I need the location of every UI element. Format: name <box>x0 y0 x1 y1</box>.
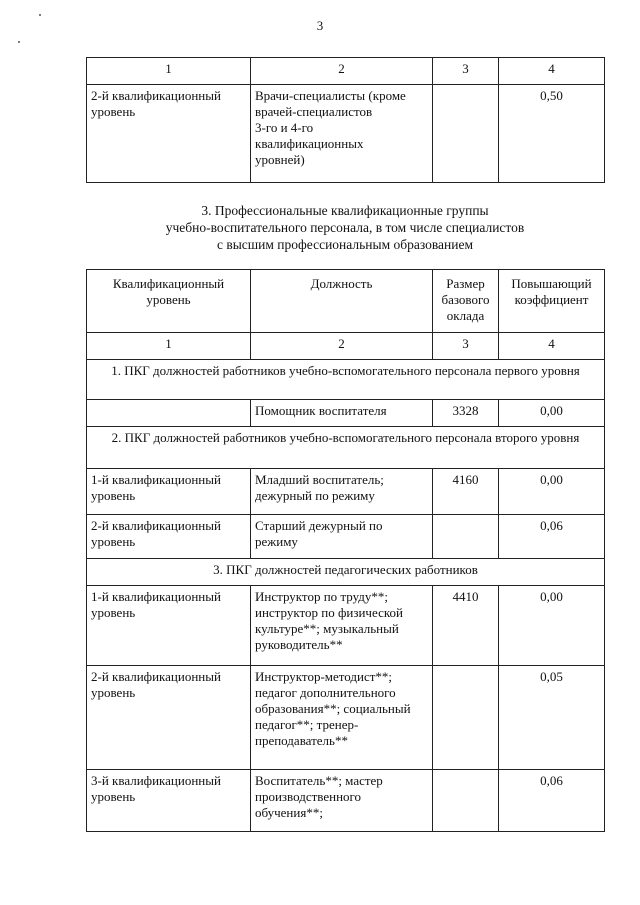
table-row <box>87 515 605 559</box>
base-salary: 3328 <box>433 400 499 427</box>
qualification-level: 1-й квалификационный уровень <box>87 469 251 515</box>
column-number: 4 <box>499 58 605 85</box>
qualification-level: 2-й квалификационный уровень <box>87 85 251 183</box>
coefficient: 0,06 <box>499 770 605 832</box>
table-continuation <box>86 57 605 183</box>
page-number: 3 <box>316 18 324 33</box>
group-title: 2. ПКГ должностей работников учебно-вспомогательного персонала второго уровня <box>87 427 605 469</box>
group-title: 1. ПКГ должностей работников учебно-вспомогательного персонала первого уровня <box>87 360 605 400</box>
position-line: 3-го и 4-го <box>255 120 314 135</box>
column-number-row <box>87 58 605 85</box>
position-cell: Воспитатель**; мастер производственного обучения**; <box>251 770 433 832</box>
header-salary: Размер базового оклада <box>433 270 499 333</box>
header-row <box>87 270 605 333</box>
position-cell: Помощник воспитателя <box>251 400 433 427</box>
position-cell: Старший дежурный по режиму <box>251 515 433 559</box>
qualification-level: 2-й квалификационный уровень <box>87 666 251 770</box>
column-number: 2 <box>251 58 433 85</box>
heading-line: с высшим профессиональным образованием <box>216 237 474 252</box>
coefficient: 0,00 <box>499 400 605 427</box>
header-position: Должность <box>251 270 433 333</box>
table-row <box>87 469 605 515</box>
table-row <box>87 666 605 770</box>
qualification-level <box>87 400 251 427</box>
heading-line: 3. Профессиональные квалификационные группы <box>201 203 489 218</box>
base-salary <box>433 515 499 559</box>
column-number: 2 <box>251 333 433 360</box>
table-row <box>87 85 605 183</box>
column-number-row <box>87 333 605 360</box>
position-line: квалификационных <box>255 136 364 151</box>
group-row <box>87 360 605 400</box>
section-heading <box>86 202 604 253</box>
qualification-level: 3-й квалификационный уровень <box>87 770 251 832</box>
coefficient: 0,05 <box>499 666 605 770</box>
column-number: 3 <box>433 333 499 360</box>
position-cell <box>251 85 433 183</box>
group-row <box>87 427 605 469</box>
group-title: 3. ПКГ должностей педагогических работников <box>87 559 605 586</box>
scan-speck <box>39 14 41 16</box>
qualification-level: 2-й квалификационный уровень <box>87 515 251 559</box>
qualification-table <box>86 269 605 832</box>
coefficient: 0,06 <box>499 515 605 559</box>
position-cell: Инструктор-методист**; педагог дополнительного образования**; социальный педагог**; тренер-преподаватель** <box>251 666 433 770</box>
position-cell: Младший воспитатель; дежурный по режиму <box>251 469 433 515</box>
column-number: 1 <box>87 58 251 85</box>
coefficient: 0,00 <box>499 469 605 515</box>
coefficient: 0,50 <box>499 85 605 183</box>
column-number: 1 <box>87 333 251 360</box>
heading-line: учебно-воспитательного персонала, в том числе специалистов <box>165 220 525 235</box>
base-salary <box>433 770 499 832</box>
scan-speck <box>18 41 20 43</box>
position-line: уровней) <box>255 152 305 167</box>
base-salary: 4410 <box>433 586 499 666</box>
column-number: 4 <box>499 333 605 360</box>
header-coefficient: Повышающий коэффициент <box>499 270 605 333</box>
header-level: Квалификационный уровень <box>87 270 251 333</box>
coefficient: 0,00 <box>499 586 605 666</box>
base-salary <box>433 666 499 770</box>
base-salary: 4160 <box>433 469 499 515</box>
base-salary <box>433 85 499 183</box>
table-row <box>87 586 605 666</box>
table-row <box>87 400 605 427</box>
group-row <box>87 559 605 586</box>
position-line: Врачи-специалисты (кроме <box>255 88 406 103</box>
table-row <box>87 770 605 832</box>
position-cell: Инструктор по труду**; инструктор по физической культуре**; музыкальный руководитель** <box>251 586 433 666</box>
column-number: 3 <box>433 58 499 85</box>
qualification-level: 1-й квалификационный уровень <box>87 586 251 666</box>
position-line: врачей-специалистов <box>255 104 373 119</box>
